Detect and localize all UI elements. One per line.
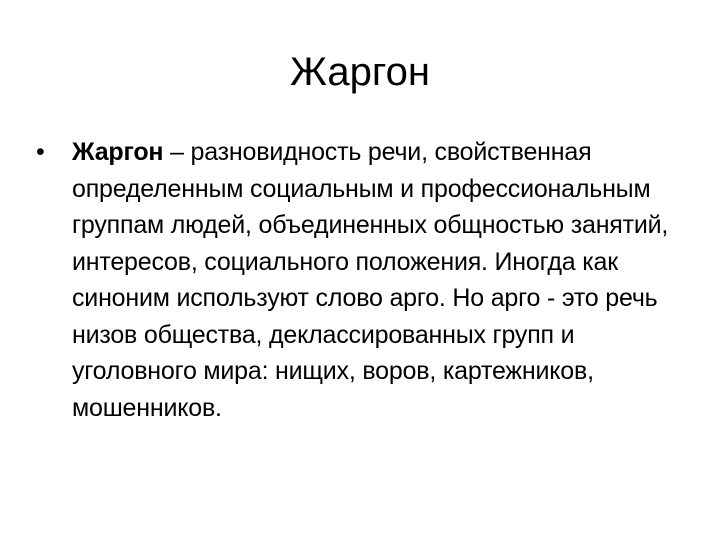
bullet-item bbox=[36, 134, 684, 426]
slide-title: Жаргон bbox=[290, 50, 430, 94]
bullet-text: – разновидность речи, свойственная определенным социальным и профессиональным группам людей, объединенных общностью занятий, интересов, социального положения. Иногда как синоним используют слово арго. Но арго - это речь низов общества, деклассированных групп и уголовного мира: нищих, воров, картежников, мошенников. bbox=[72, 138, 669, 422]
bullet-term: Жаргон bbox=[72, 138, 164, 166]
slide-content bbox=[36, 134, 684, 426]
bullet-icon: • bbox=[36, 138, 45, 166]
